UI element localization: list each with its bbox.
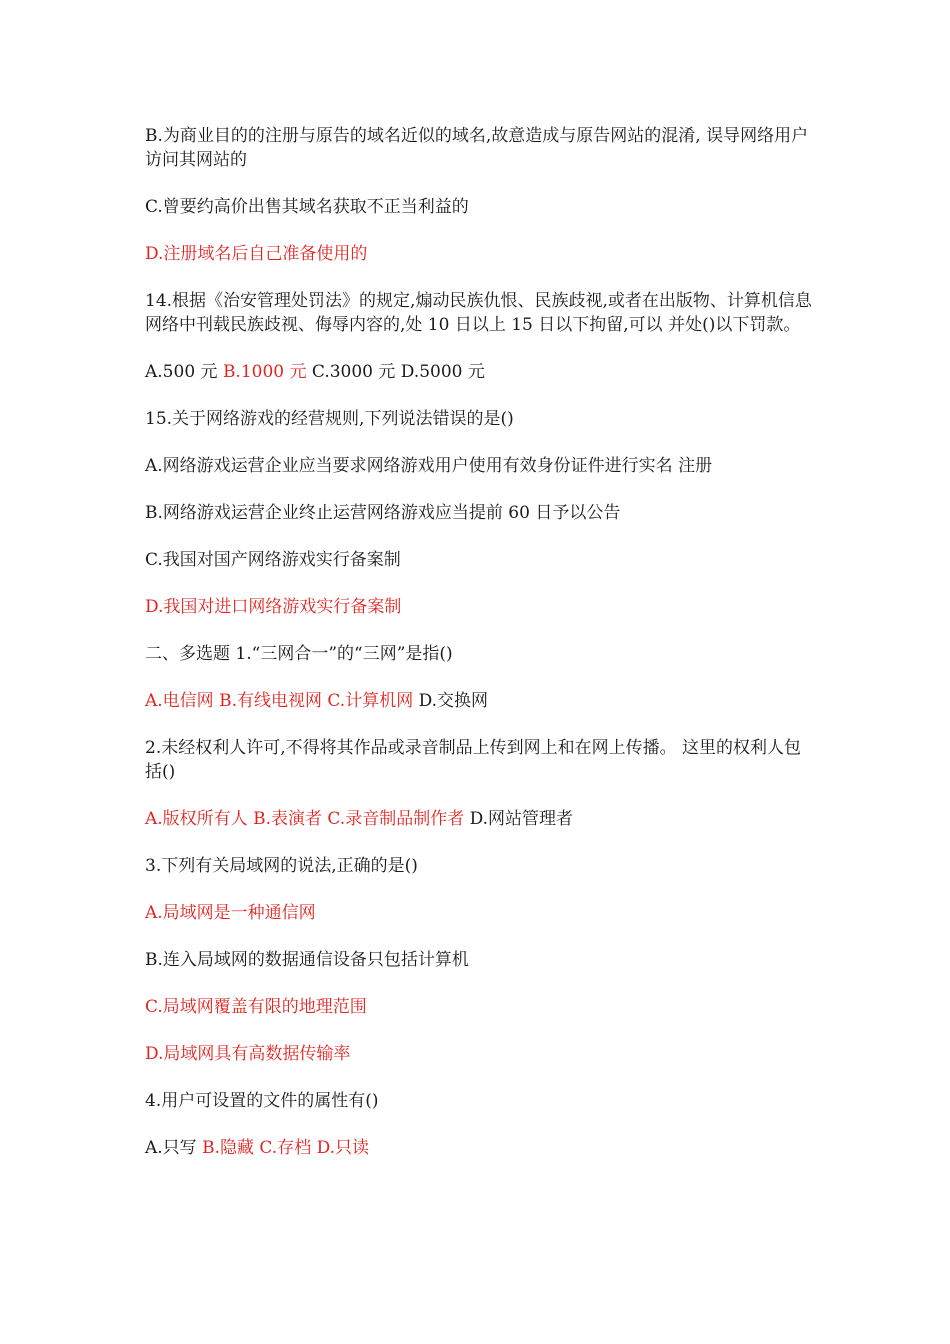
q13-option-d-answer: D.注册域名后自己准备使用的 (145, 244, 368, 264)
q14-option-cd: C.3000 元 D.5000 元 (306, 362, 485, 382)
m2-options (145, 807, 815, 831)
multi-question-4: 4.用户可设置的文件的属性有() (145, 1091, 379, 1111)
m1-option-d: D.交换网 (413, 691, 489, 711)
question-14: 14.根据《治安管理处罚法》的规定,煽动民族仇恨、民族歧视,或者在出版物、计算机信息网络中刊载民族歧视、侮辱内容的,处 10 日以上 15 日以下拘留,可以 并处()以下罚款。 (145, 291, 812, 335)
multi-question-2: 2.未经权利人许可,不得将其作品或录音制品上传到网上和在网上传播。 这里的权利人包括() (145, 738, 802, 782)
q15-option-c: C.我国对国产网络游戏实行备案制 (145, 550, 401, 570)
document-page (145, 124, 815, 1160)
m3-option-a-answer: A.局域网是一种通信网 (145, 903, 316, 923)
multi-question-3: 3.下列有关局域网的说法,正确的是() (145, 856, 418, 876)
q14-option-a: A.500 元 (145, 362, 223, 382)
m3-option-c-answer: C.局域网覆盖有限的地理范围 (145, 997, 367, 1017)
q13-option-b: B.为商业目的的注册与原告的域名近似的域名,故意造成与原告网站的混淆, 误导网络用户访问其网站的 (145, 126, 809, 170)
multi-question-1: 二、多选题 1.“三网合一”的“三网”是指() (145, 644, 453, 664)
m1-options-answer: A.电信网 B.有线电视网 C.计算机网 (145, 691, 414, 711)
q14-options (145, 360, 815, 384)
m4-option-a: A.只写 (145, 1138, 203, 1158)
m1-options (145, 689, 815, 713)
q15-option-a: A.网络游戏运营企业应当要求网络游戏用户使用有效身份证件进行实名 注册 (145, 456, 713, 476)
m4-options-answer: B.隐藏 C.存档 D.只读 (202, 1138, 370, 1158)
q15-option-d-answer: D.我国对进口网络游戏实行备案制 (145, 597, 402, 617)
question-15: 15.关于网络游戏的经营规则,下列说法错误的是() (145, 409, 514, 429)
q14-option-b-answer: B.1000 元 (222, 362, 307, 382)
m3-option-d-answer: D.局域网具有高数据传输率 (145, 1044, 351, 1064)
m2-options-answer: A.版权所有人 B.表演者 C.录音制品制作者 (145, 809, 465, 829)
m4-options (145, 1136, 815, 1160)
q15-option-b: B.网络游戏运营企业终止运营网络游戏应当提前 60 日予以公告 (145, 503, 621, 523)
m3-option-b: B.连入局域网的数据通信设备只包括计算机 (145, 950, 469, 970)
q13-option-c: C.曾要约高价出售其域名获取不正当利益的 (145, 197, 469, 217)
m2-option-d: D.网站管理者 (464, 809, 574, 829)
